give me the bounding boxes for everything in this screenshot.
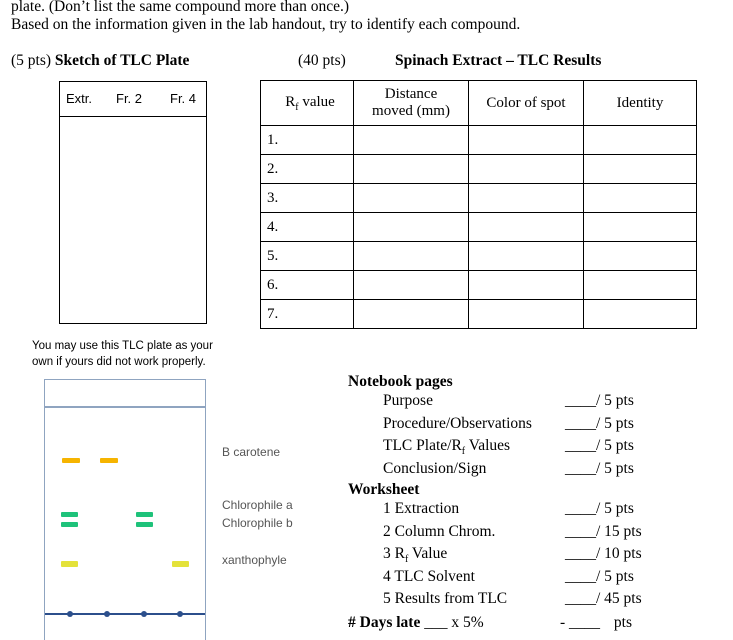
score-entry[interactable]: ____/ 5 pts [565, 568, 634, 585]
days-late-row[interactable] [348, 614, 484, 632]
origin-dot [177, 611, 183, 617]
header-distance: Distance moved (mm) [354, 81, 469, 126]
results-points: (40 pts) [298, 52, 346, 69]
sketch-title: Sketch of TLC Plate [54, 52, 190, 69]
table-row [261, 242, 697, 271]
sample-plate-note: You may use this TLC plate as your own if yours did not work properly. [32, 340, 213, 368]
origin-dot [104, 611, 110, 617]
tlc-results-table [260, 80, 697, 329]
notebook-item-purpose: Purpose [383, 392, 433, 409]
chlorophyll-a-spot [61, 512, 78, 517]
row-number: 1. [261, 126, 354, 155]
lane-label-fraction-2: Fr. 2 [116, 91, 143, 106]
sketch-points: (5 pts) [11, 52, 52, 69]
distance-cell[interactable] [354, 126, 469, 155]
color-cell[interactable] [469, 242, 584, 271]
intro-line-1: plate. (Don’t list the same compound more than once.) [11, 0, 350, 15]
identity-cell[interactable] [584, 184, 697, 213]
carotene-spot [62, 458, 80, 463]
row-number: 2. [261, 155, 354, 184]
results-title: Spinach Extract – TLC Results [395, 52, 602, 69]
worksheet-item-rf: 3 $R_f$ Value [383, 545, 448, 566]
lane-label-extract: Extr. [66, 91, 93, 106]
table-row [261, 155, 697, 184]
notebook-item-procedure: Procedure/Observations [383, 415, 532, 432]
origin-dot [67, 611, 73, 617]
distance-cell[interactable] [354, 155, 469, 184]
chlorophyll-a-spot [136, 512, 153, 517]
sketch-lane-header [60, 82, 206, 117]
table-row [261, 300, 697, 329]
worksheet-item-column: 2 Column Chrom. [383, 523, 496, 540]
label-chlorophile-a: Chlorophile a [222, 498, 293, 512]
row-number: 7. [261, 300, 354, 329]
sketch-heading [11, 52, 189, 70]
notebook-item-tlc-plate: TLC Plate/$R_f$ Values [383, 437, 511, 458]
days-late-label: # Days late [348, 614, 421, 631]
tlc-sketch-box[interactable] [59, 81, 207, 324]
color-cell[interactable] [469, 155, 584, 184]
header-rf-value: $R_f$ value [261, 81, 354, 126]
label-xanthophyle: xanthophyle [222, 553, 287, 567]
worksheet-item-results: 5 Results from TLC [383, 590, 508, 607]
intro-line-2: Based on the information given in the lab handout, try to identify each compound. [11, 16, 521, 33]
color-cell[interactable] [469, 126, 584, 155]
score-entry[interactable]: ____/ 15 pts [565, 523, 642, 540]
score-entry[interactable]: ____/ 5 pts [565, 415, 634, 432]
table-header-row [261, 81, 697, 126]
sample-tlc-plate [44, 379, 206, 640]
score-entry[interactable]: ____/ 5 pts [565, 437, 634, 454]
chlorophyll-b-spot [136, 522, 153, 527]
score-entry[interactable]: ____/ 45 pts [565, 590, 642, 607]
notebook-pages-title: Notebook pages [348, 373, 453, 390]
row-number: 4. [261, 213, 354, 242]
color-cell[interactable] [469, 271, 584, 300]
notebook-item-conclusion: Conclusion/Sign [383, 460, 487, 477]
distance-cell[interactable] [354, 300, 469, 329]
lane-label-fraction-4: Fr. 4 [170, 91, 197, 106]
chlorophyll-b-spot [61, 522, 78, 527]
table-row [261, 213, 697, 242]
days-late-blank[interactable]: ___ [424, 614, 448, 631]
days-late-deduction[interactable]: - ____ pts [560, 614, 633, 631]
days-late-multiplier: x 5% [451, 614, 484, 631]
header-identity: Identity [584, 81, 697, 126]
score-entry[interactable]: ____/ 10 pts [565, 545, 642, 562]
table-row [261, 184, 697, 213]
score-entry[interactable]: ____/ 5 pts [565, 500, 634, 517]
distance-cell[interactable] [354, 213, 469, 242]
header-color: Color of spot [469, 81, 584, 126]
distance-cell[interactable] [354, 242, 469, 271]
xanthophyll-spot [172, 561, 189, 567]
row-number: 3. [261, 184, 354, 213]
distance-cell[interactable] [354, 271, 469, 300]
color-cell[interactable] [469, 184, 584, 213]
origin-dot [141, 611, 147, 617]
identity-cell[interactable] [584, 213, 697, 242]
color-cell[interactable] [469, 300, 584, 329]
table-row [261, 126, 697, 155]
identity-cell[interactable] [584, 271, 697, 300]
score-entry[interactable]: ____/ 5 pts [565, 460, 634, 477]
row-number: 5. [261, 242, 354, 271]
label-chlorophile-b: Chlorophile b [222, 516, 293, 530]
identity-cell[interactable] [584, 155, 697, 184]
identity-cell[interactable] [584, 300, 697, 329]
distance-cell[interactable] [354, 184, 469, 213]
worksheet-item-extraction: 1 Extraction [383, 500, 460, 517]
label-b-carotene: B carotene [222, 445, 281, 459]
table-row [261, 271, 697, 300]
color-cell[interactable] [469, 213, 584, 242]
solvent-front-line [45, 406, 205, 408]
worksheet-title: Worksheet [348, 481, 420, 498]
carotene-spot [100, 458, 118, 463]
row-number: 6. [261, 271, 354, 300]
worksheet-item-solvent: 4 TLC Solvent [383, 568, 475, 585]
xanthophyll-spot [61, 561, 78, 567]
identity-cell[interactable] [584, 242, 697, 271]
score-entry[interactable]: ____/ 5 pts [565, 392, 634, 409]
identity-cell[interactable] [584, 126, 697, 155]
